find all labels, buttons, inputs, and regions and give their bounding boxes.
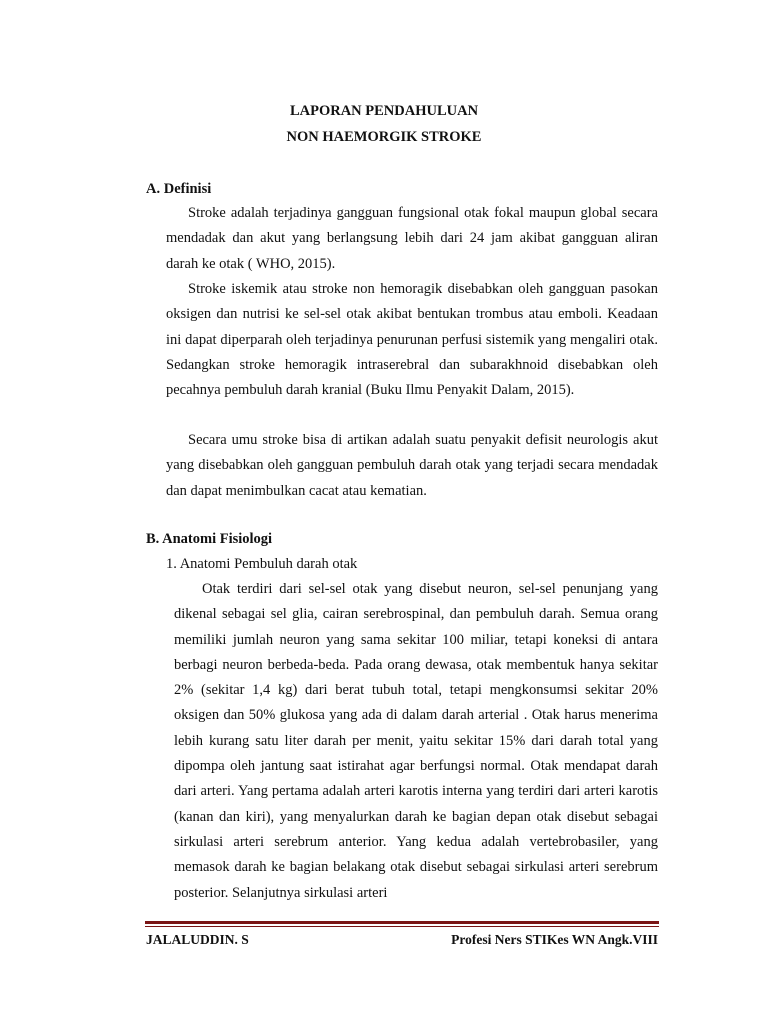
footer-rule-thick — [145, 921, 659, 924]
document-title: LAPORAN PENDAHULUAN — [289, 103, 479, 119]
subsection-1-heading: 1. Anatomi Pembuluh darah otak — [166, 556, 358, 572]
footer-rule-thin — [145, 926, 659, 927]
section-b-heading: B. Anatomi Fisiologi — [146, 531, 273, 547]
document-subtitle: NON HAEMORGIK STROKE — [286, 129, 482, 145]
definition-paragraph-1: Stroke adalah terjadinya gangguan fungsional otak fokal maupun global secara mendadak dan akut yang berlangsung lebih dari 24 jam akibat gangguan aliran darah ke otak ( WHO, 2015). — [166, 205, 658, 272]
section-a-heading: A. Definisi — [146, 181, 212, 197]
anatomy-paragraph: Otak terdiri dari sel-sel otak yang disebut neuron, sel-sel penunjang yang dikenal sebagai sel glia, cairan serebrospinal, dan pembuluh darah. Semua orang memiliki jumlah neuron yang sama sekitar 100 miliar, tetapi koneksi di antara berbagi neuron berbeda-beda. Pada orang dewasa, otak membentuk hanya sekitar 2% (sekitar 1,4 kg) dari berat tubuh total, tetapi mengkonsumsi sekitar 20% oksigen dan 50% glukosa yang ada di dalam darah arterial . Otak harus menerima lebih kurang satu liter darah per menit, yaitu sekitar 15% dari darah total yang dipompa oleh jantung saat istirahat agar berfungsi normal. Otak mendapat darah dari arteri. Yang pertama adalah arteri karotis interna yang terdiri dari arteri karotis (kanan dan kiri), yang menyalurkan darah ke bagian depan otak disebut sebagai sirkulasi arteri serebrum anterior. Yang kedua adalah vertebrobasiler, yang memasok darah ke bagian belakang otak disebut sebagai sirkulasi arteri serebrum posterior. Selanjutnya sirkulasi arteri — [174, 581, 658, 901]
footer-program: Profesi Ners STIKes WN Angk.VIII — [451, 932, 658, 947]
definition-paragraph-2: Stroke iskemik atau stroke non hemoragik disebabkan oleh gangguan pasokan oksigen dan nutrisi ke sel-sel otak akibat bentukan trombus atau emboli. Keadaan ini dapat diperparah oleh terjadinya penurunan perfusi sistemik yang mengaliri otak. Sedangkan stroke hemoragik intraserebral dan subarakhnoid disebabkan oleh pecahnya pembuluh darah kranial (Buku Ilmu Penyakit Dalam, 2015). — [166, 281, 658, 399]
footer-author: JALALUDDIN. S — [146, 932, 249, 947]
definition-paragraph-3: Secara umu stroke bisa di artikan adalah suatu penyakit defisit neurologis akut yang disebabkan oleh gangguan pembuluh darah otak yang terjadi secara mendadak dan dapat menimbulkan cacat atau kematian. — [166, 432, 658, 499]
